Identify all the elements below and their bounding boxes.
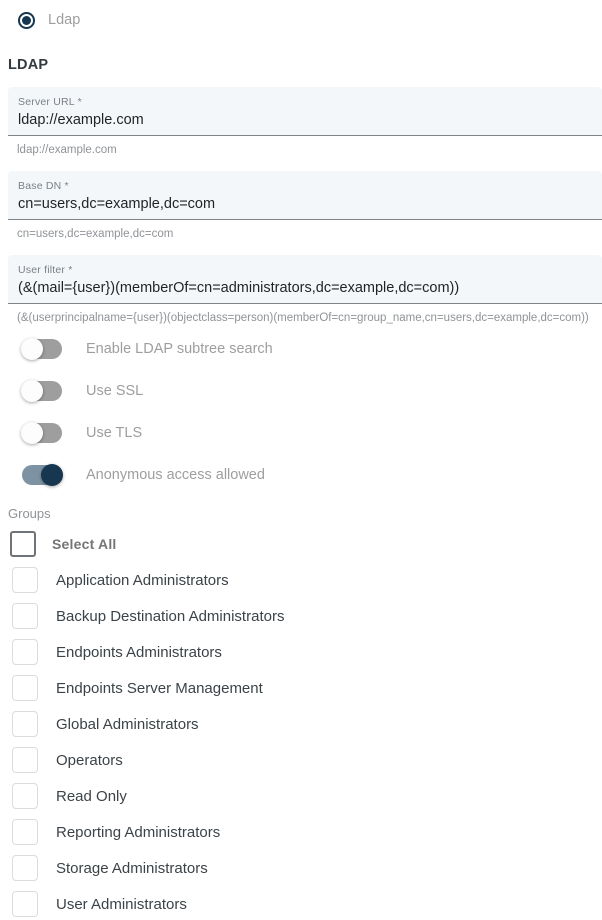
toggle-row-use-tls[interactable] [22, 422, 602, 444]
groups-section-label: Groups [8, 506, 51, 521]
group-label[interactable]: Operators [56, 751, 123, 769]
select-all-row[interactable] [10, 530, 602, 557]
group-row[interactable] [12, 891, 602, 917]
group-label[interactable]: Read Only [56, 787, 127, 805]
use-tls-label[interactable]: Use TLS [86, 425, 143, 441]
group-label[interactable]: User Administrators [56, 895, 187, 913]
anonymous-access-label[interactable]: Anonymous access allowed [86, 467, 265, 483]
group-checkbox[interactable] [12, 783, 38, 809]
use-tls-toggle[interactable] [22, 423, 62, 443]
group-row[interactable] [12, 603, 602, 629]
group-row[interactable] [12, 783, 602, 809]
user-filter-helper: (&(userprincipalname={user})(objectclass=person)(memberOf=cn=group_name,cn=users,dc=example,dc=com)) [17, 312, 589, 324]
group-label[interactable]: Endpoints Administrators [56, 643, 222, 661]
select-all-label[interactable]: Select All [52, 535, 117, 552]
group-row[interactable] [12, 747, 602, 773]
base-dn-helper: cn=users,dc=example,dc=com [17, 228, 174, 240]
use-ssl-label[interactable]: Use SSL [86, 383, 144, 399]
toggle-knob [41, 464, 63, 486]
group-row[interactable] [12, 855, 602, 881]
group-row[interactable] [12, 639, 602, 665]
group-checkbox[interactable] [12, 675, 38, 701]
page-title: LDAP [8, 57, 49, 73]
group-checkbox[interactable] [12, 567, 38, 593]
user-filter-field [8, 255, 602, 304]
group-checkbox[interactable] [12, 891, 38, 917]
subtree-search-label[interactable]: Enable LDAP subtree search [86, 341, 273, 357]
subtree-search-toggle[interactable] [22, 339, 62, 359]
group-row[interactable] [12, 711, 602, 737]
ldap-radio-button[interactable] [18, 12, 35, 29]
group-row[interactable] [12, 675, 602, 701]
base-dn-label: Base DN * [18, 180, 69, 192]
group-checkbox[interactable] [12, 855, 38, 881]
ldap-radio-row[interactable] [18, 9, 602, 31]
toggle-row-anonymous-access[interactable] [22, 464, 602, 486]
server-url-label: Server URL * [18, 96, 82, 108]
use-ssl-toggle[interactable] [22, 381, 62, 401]
toggle-knob [21, 380, 43, 402]
group-row[interactable] [12, 567, 602, 593]
toggle-group [0, 338, 602, 486]
base-dn-input[interactable] [18, 196, 592, 212]
group-checkbox[interactable] [12, 711, 38, 737]
anonymous-access-toggle[interactable] [22, 465, 62, 485]
toggle-knob [21, 338, 43, 360]
toggle-row-subtree-search[interactable] [22, 338, 602, 360]
group-label[interactable]: Global Administrators [56, 715, 199, 733]
toggle-row-use-ssl[interactable] [22, 380, 602, 402]
server-url-field [8, 87, 602, 136]
group-checkbox[interactable] [12, 639, 38, 665]
ldap-radio-label[interactable]: Ldap [48, 12, 81, 28]
toggle-knob [21, 422, 43, 444]
group-label[interactable]: Storage Administrators [56, 859, 208, 877]
group-label[interactable]: Reporting Administrators [56, 823, 221, 841]
user-filter-input[interactable] [18, 280, 592, 296]
group-checkbox[interactable] [12, 747, 38, 773]
group-checkbox[interactable] [12, 603, 38, 629]
base-dn-field [8, 171, 602, 220]
radio-selected-dot [22, 16, 31, 25]
user-filter-label: User filter * [18, 264, 73, 276]
group-checkbox[interactable] [12, 819, 38, 845]
select-all-checkbox[interactable] [10, 531, 36, 557]
server-url-input[interactable] [18, 112, 592, 128]
group-label[interactable]: Application Administrators [56, 571, 229, 589]
group-label[interactable]: Endpoints Server Management [56, 679, 263, 697]
group-label[interactable]: Backup Destination Administrators [56, 607, 285, 625]
server-url-helper: ldap://example.com [17, 144, 117, 156]
group-row[interactable] [12, 819, 602, 845]
